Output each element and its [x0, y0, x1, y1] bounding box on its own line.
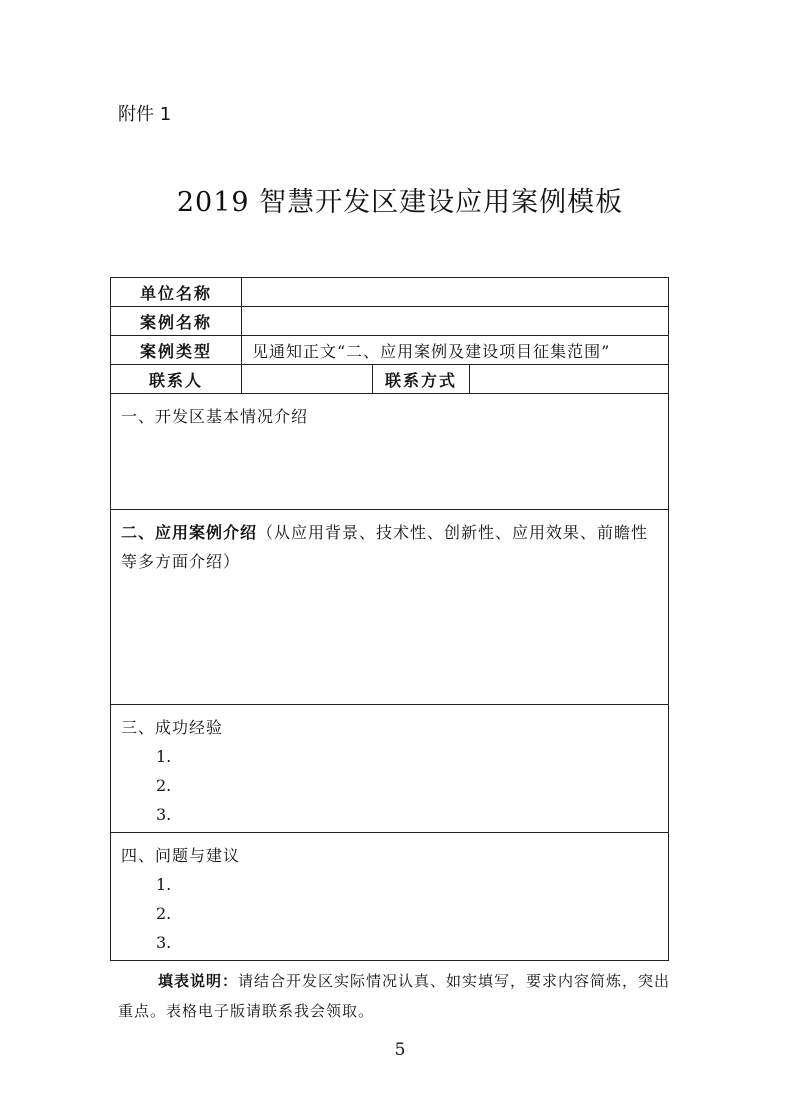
list-item: 2.	[156, 904, 172, 923]
contact-method-label: 联系方式	[373, 365, 470, 394]
list-item: 3.	[156, 933, 172, 952]
attachment-label: 附件 1	[118, 104, 172, 125]
row-section-4	[111, 833, 669, 961]
case-name-label: 案例名称	[111, 307, 242, 336]
document-title: 2019 智慧开发区建设应用案例模板	[176, 187, 624, 218]
row-case-type	[111, 336, 669, 365]
section-2-note: （从应用背景、技术性、创新性、应用效果、前瞻性等多方面介绍）	[121, 523, 649, 571]
row-case-name	[111, 307, 669, 336]
list-item: 3.	[156, 805, 172, 824]
section-3-title: 三、成功经验	[121, 718, 224, 737]
contact-person-label: 联系人	[111, 365, 242, 394]
unit-name-field[interactable]	[242, 278, 669, 307]
section-1-title: 一、开发区基本情况介绍	[121, 407, 309, 426]
page-number: 5	[394, 1040, 406, 1060]
case-type-label: 案例类型	[111, 336, 242, 365]
fill-instructions-text: 请结合开发区实际情况认真、如实填写，要求内容简炼，突出重点。表格电子版请联系我会领取。	[118, 972, 671, 1020]
list-item: 1.	[156, 747, 172, 766]
section-2-heading	[121, 518, 660, 576]
unit-name-label: 单位名称	[111, 278, 242, 307]
case-template-form	[110, 277, 668, 960]
list-item: 1.	[156, 875, 172, 894]
fill-instructions-heading: 填表说明：	[158, 972, 239, 990]
section-4-title: 四、问题与建议	[121, 846, 241, 865]
list-item: 2.	[156, 776, 172, 795]
section-3-cell[interactable]	[111, 705, 669, 833]
row-unit-name	[111, 278, 669, 307]
section-4-cell[interactable]	[111, 833, 669, 961]
row-section-1	[111, 394, 669, 510]
section-1-cell[interactable]	[111, 394, 669, 510]
section-2-cell[interactable]	[111, 510, 669, 705]
form-table	[110, 277, 669, 961]
section-2-title: 二、应用案例介绍	[121, 523, 258, 542]
fill-instructions	[118, 966, 678, 1026]
row-contact	[111, 365, 669, 394]
contact-person-field[interactable]	[242, 365, 373, 394]
contact-method-field[interactable]	[470, 365, 669, 394]
row-section-2	[111, 510, 669, 705]
row-section-3	[111, 705, 669, 833]
case-name-field[interactable]	[242, 307, 669, 336]
case-type-value[interactable]: 见通知正文“二、应用案例及建设项目征集范围”	[242, 336, 669, 365]
